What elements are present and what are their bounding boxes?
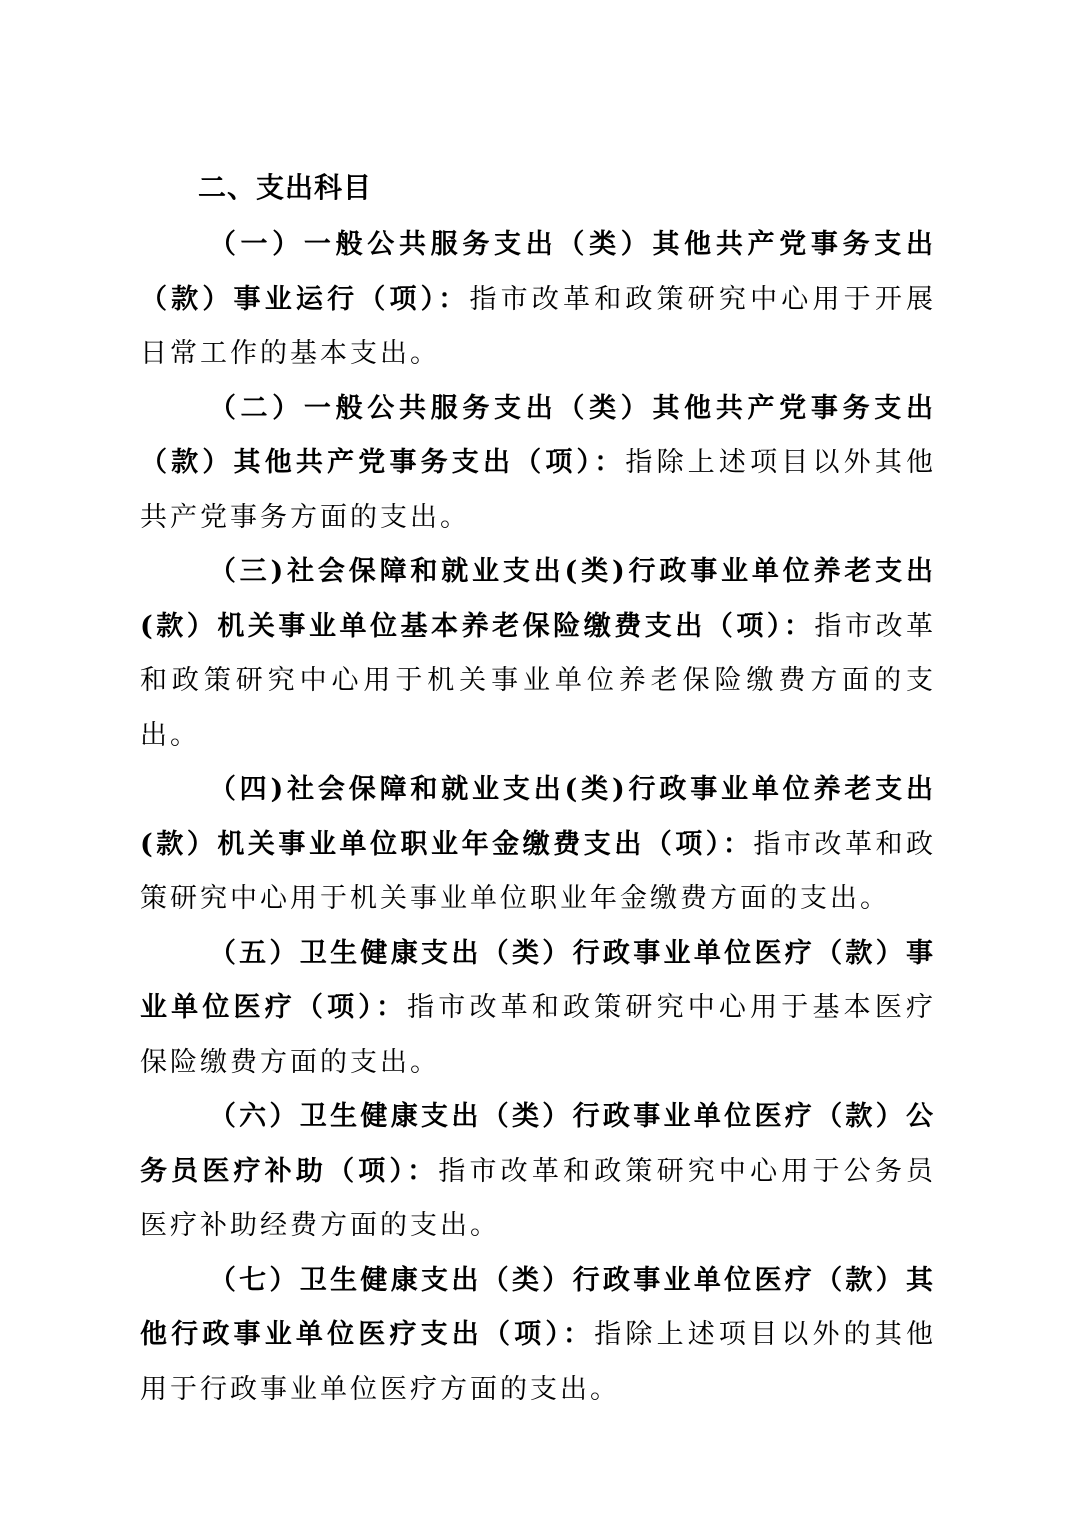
item-heading: （四)社会保障和就业支出(类)行政事业单位养老支出(款）机关事业单位职业年金缴费支出（项）： [140, 774, 936, 860]
item-description: 指市改革和政策研究中心用于基本医疗保险缴费方面的支出。 [140, 992, 937, 1078]
item-heading: （二）一般公共服务支出（类）其他共产党事务支出（款）其他共产党事务支出（项）： [140, 392, 936, 478]
item-description: 指市改革和政策研究中心用于机关事业单位养老保险缴费方面的支出。 [140, 610, 937, 751]
item-heading: （六）卫生健康支出（类）行政事业单位医疗（款）公务员医疗补助（项）： [140, 1101, 936, 1187]
expense-item [140, 1090, 936, 1254]
item-description: 指除上述项目以外其他共产党事务方面的支出。 [140, 447, 937, 533]
item-description: 指市改革和政策研究中心用于机关事业单位职业年金缴费方面的支出。 [140, 828, 936, 914]
item-description: 指除上述项目以外的其他用于行政事业单位医疗方面的支出。 [140, 1319, 937, 1405]
section-title: 二、支出科目 [198, 171, 373, 204]
expense-item [140, 218, 936, 382]
item-heading: （五）卫生健康支出（类）行政事业单位医疗（款）事业单位医疗（项）： [140, 937, 936, 1023]
expense-item [140, 927, 936, 1091]
expense-item [140, 382, 936, 546]
expense-item [140, 545, 936, 763]
item-heading: （七）卫生健康支出（类）行政事业单位医疗（款）其他行政事业单位医疗支出（项）： [140, 1264, 936, 1350]
expense-item-list [140, 218, 936, 1417]
item-description: 指市改革和政策研究中心用于公务员医疗补助经费方面的支出。 [140, 1155, 937, 1241]
item-description: 指市改革和政策研究中心用于开展日常工作的基本支出。 [140, 283, 937, 369]
expense-item [140, 1254, 936, 1418]
item-heading: （三)社会保障和就业支出(类)行政事业单位养老支出(款）机关事业单位基本养老保险缴费支出（项）： [140, 556, 936, 642]
item-heading: （一）一般公共服务支出（类）其他共产党事务支出（款）事业运行（项）： [140, 229, 936, 315]
expense-item [140, 763, 936, 927]
